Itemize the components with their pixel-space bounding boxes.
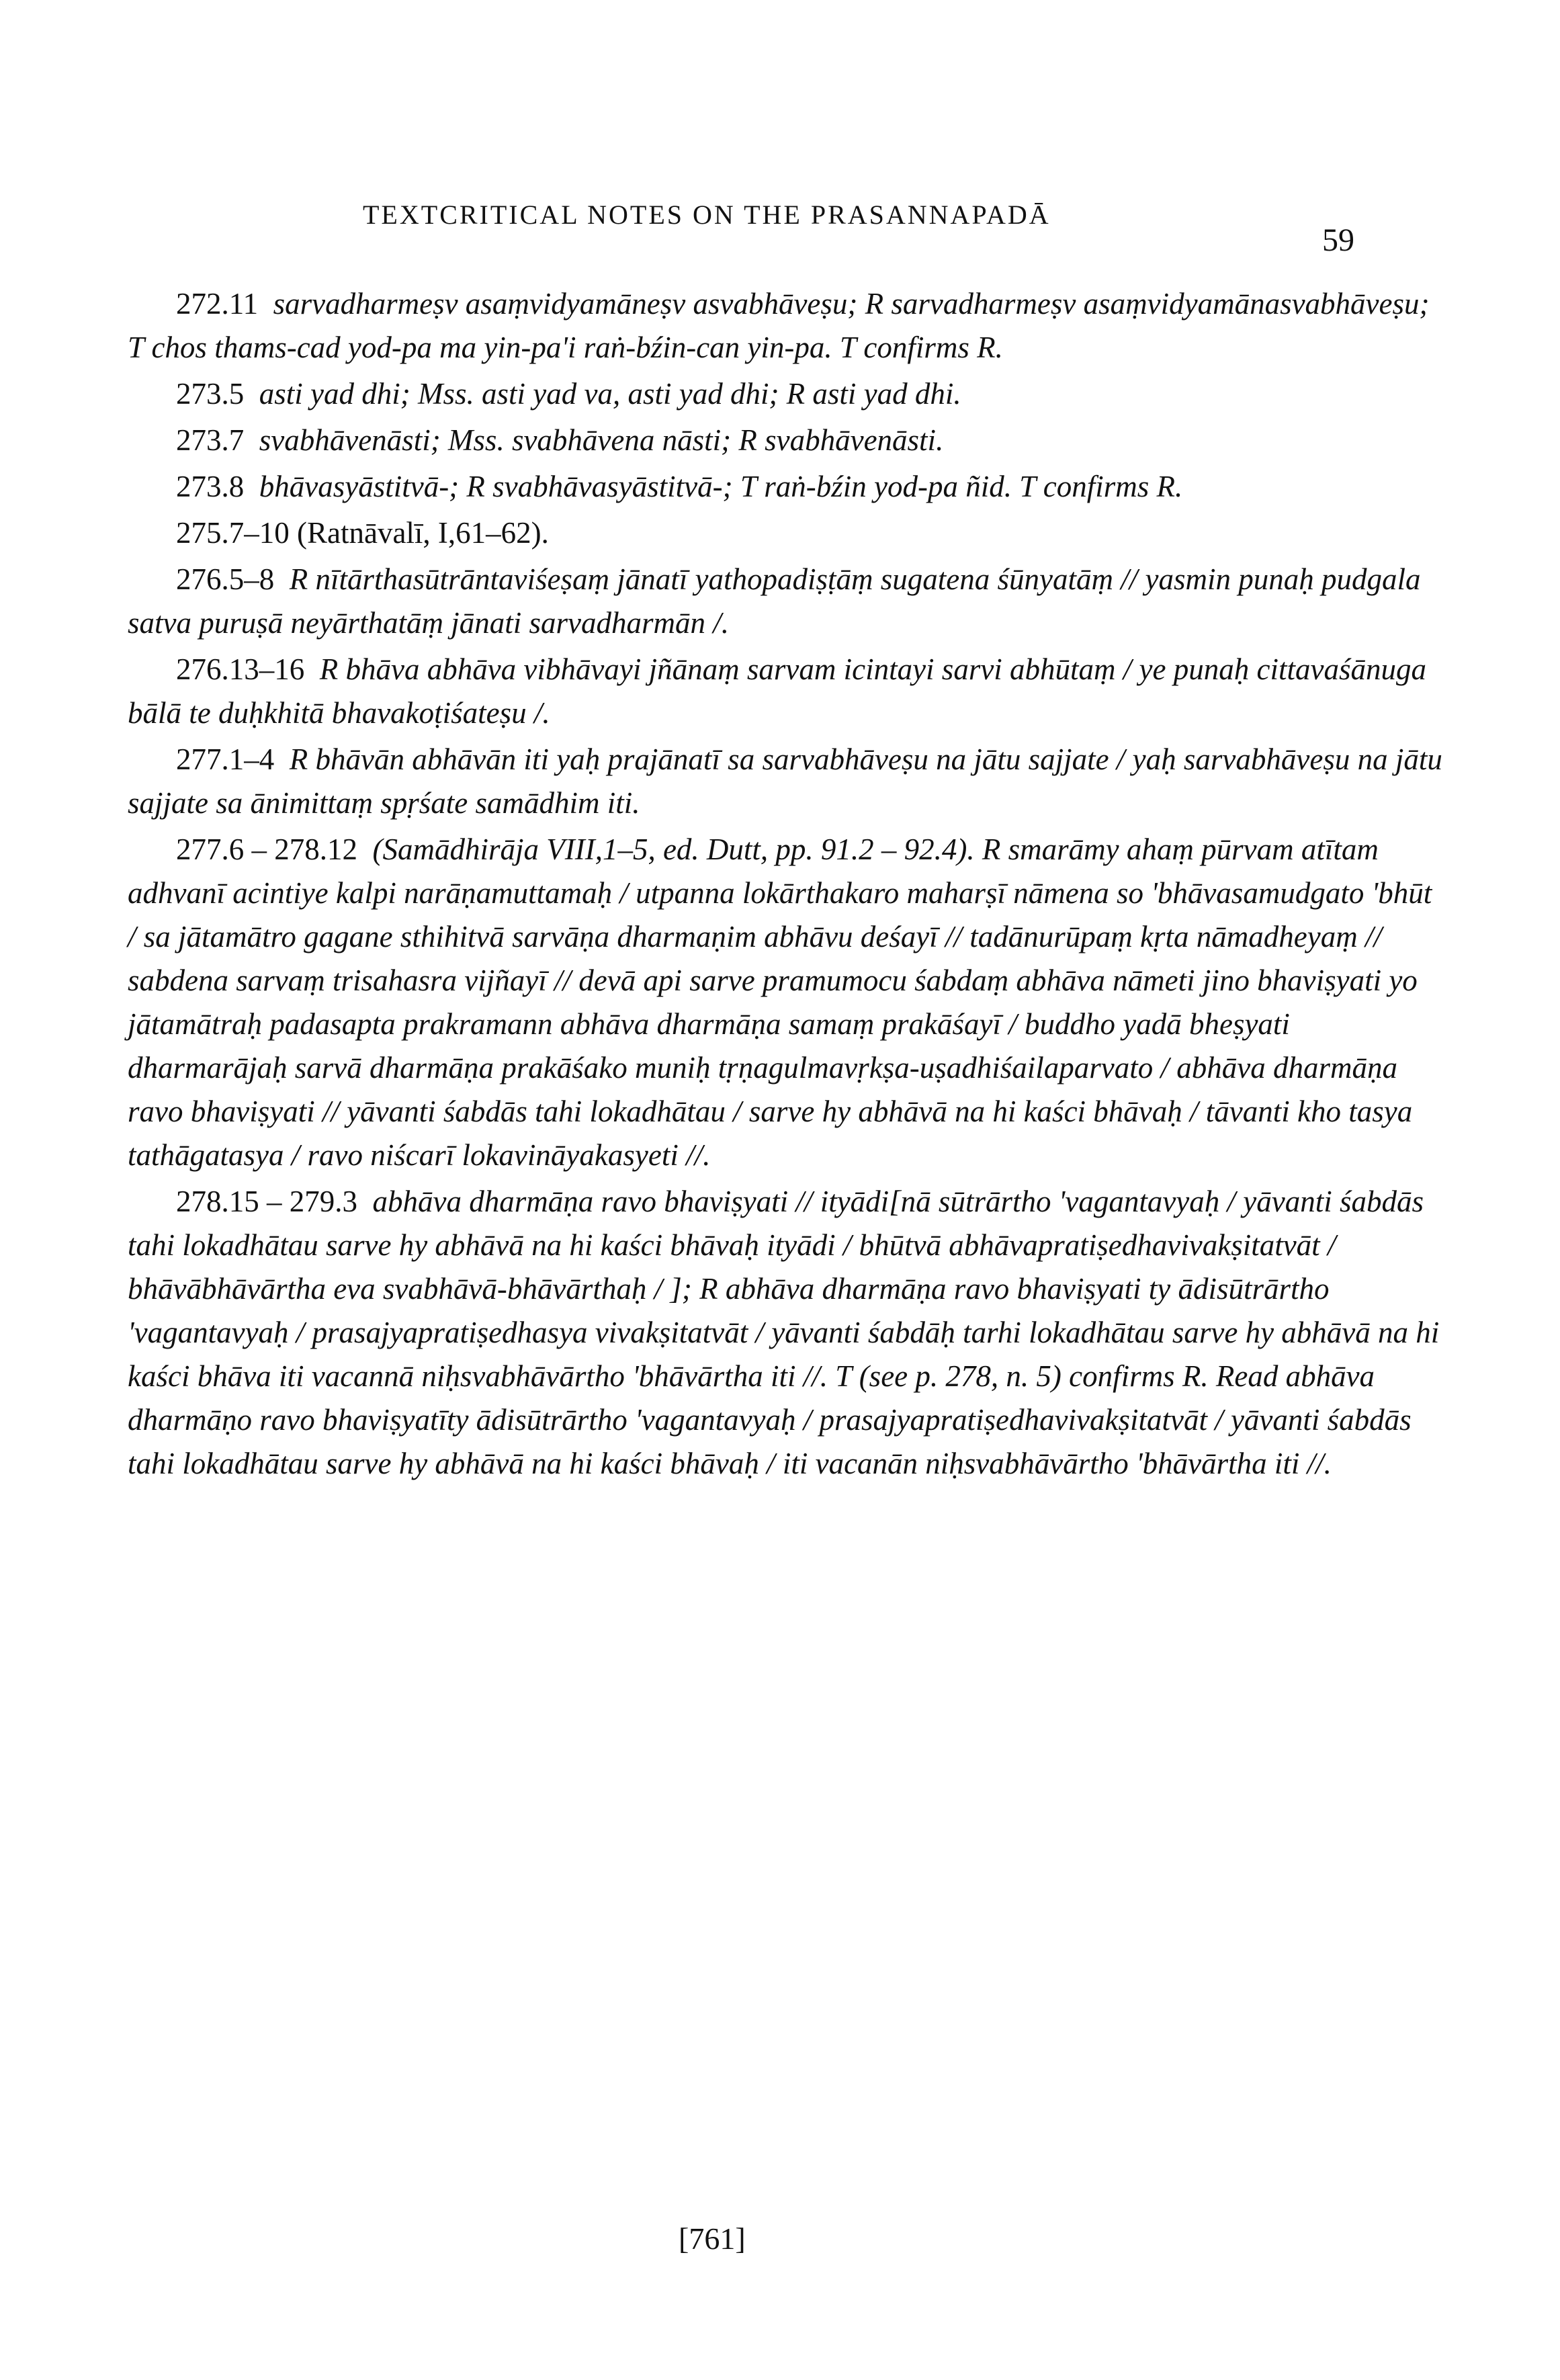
note-text: R bhāva abhāva vibhāvayi jñānaṃ sarvam icintayi sarvi abhūtaṃ / ye punaḥ cittavaśānuga bālā te duḥkhitā bhavakoṭiśateṣu /. <box>128 652 1426 730</box>
note-text: asti yad dhi; Mss. asti yad va, asti yad dhi; R asti yad dhi. <box>259 377 961 411</box>
note-ref: 273.8 <box>176 470 245 503</box>
note-text: abhāva dharmāṇa ravo bhaviṣyati // ityādi[nā sūtrārtho 'vagantavyaḥ / yāvanti śabdās tahi lokadhātau sarve hy abhāvā na hi kaści bhāvaḥ ityādi / bhūtvā abhāvapratiṣedhavivakṣitatvāt / bhāvābhāvārtha eva svabhāvā-bhāvārthaḥ / ]; R abhāva dharmāṇa ravo bhaviṣyati ty ādisūtrārtho 'vagantavyaḥ / prasajyapratiṣedhasya vivakṣitatvāt / yāvanti śabdāḥ tarhi lokadhātau sarve hy abhāvā na hi kaści bhāva iti vacannā niḥsvabhāvārtho 'bhāvārtha iti //. T (see p. 278, n. 5) confirms R. Read abhāva dharmāṇo ravo bhaviṣyatīty ādisūtrārtho 'vagantavyaḥ / prasajyapratiṣedhavivakṣitatvāt / yāvanti śabdās tahi lokadhātau sarve hy abhāvā na hi kaści bhāvaḥ / iti vacanān niḥsvabhāvārtho 'bhāvārtha iti //. <box>128 1185 1440 1480</box>
note-273-8 <box>128 465 1444 509</box>
note-ref: 273.5 <box>176 377 245 411</box>
note-278-15 <box>128 1180 1444 1486</box>
note-text: (Ratnāvalī, I,61–62). <box>297 516 549 550</box>
page-footer-mark: [761] <box>679 2221 746 2256</box>
note-276-5 <box>128 558 1444 645</box>
running-title: TEXTCRITICAL NOTES ON THE PRASANNAPADĀ <box>363 200 1051 230</box>
note-275-7 <box>128 511 1444 555</box>
notes-body <box>128 282 1444 1488</box>
note-ref: 272.11 <box>176 287 259 321</box>
note-text: bhāvasyāstitvā-; R svabhāvasyāstitvā-; T raṅ-bźin yod-pa ñid. T confirms R. <box>259 470 1183 503</box>
note-272-11 <box>128 282 1444 370</box>
note-ref: 278.15 – 279.3 <box>176 1185 357 1218</box>
note-273-5 <box>128 372 1444 416</box>
note-text: sarvadharmeṣv asaṃvidyamāneṣv asvabhāveṣu; R sarvadharmeṣv asaṃvidyamānasvabhāveṣu; T chos thams-cad yod-pa ma yin-pa'i raṅ-bźin-can yin-pa. T confirms R. <box>128 287 1430 364</box>
note-text: R nītārthasūtrāntaviśeṣaṃ jānatī yathopadiṣṭāṃ sugatena śūnyatāṃ // yasmin punaḥ pudgala satva puruṣā neyārthatāṃ jānati sarvadharmān /. <box>128 562 1421 640</box>
note-ref: 276.5–8 <box>176 562 275 596</box>
page-number: 59 <box>1322 222 1354 258</box>
note-ref: 277.6 – 278.12 <box>176 833 357 866</box>
note-text: svabhāvenāsti; Mss. svabhāvena nāsti; R svabhāvenāsti. <box>259 423 944 457</box>
note-text: (Samādhirāja VIII,1–5, ed. Dutt, pp. 91.2 – 92.4). R smarāmy ahaṃ pūrvam atītam adhvanī acintiye kalpi narāṇamuttamaḥ / utpanna lokārthakaro maharṣī nāmena so 'bhāvasamudgato 'bhūt / sa jātamātro gagane sthihitvā sarvāṇa dharmaṇim abhāvu deśayī // tadānurūpaṃ kṛta nāmadheyaṃ // sabdena sarvaṃ trisahasra vijñayī // devā api sarve pramumocu śabdaṃ abhāva nāmeti jino bhaviṣyati yo jātamātraḥ padasapta prakramann abhāva dharmāṇa samaṃ prakāśayī / buddho yadā bheṣyati dharmarājaḥ sarvā dharmāṇa prakāśako muniḥ tṛṇagulmavṛkṣa-uṣadhiśailaparvato / abhāva dharmāṇa ravo bhaviṣyati // yāvanti śabdās tahi lokadhātau / sarve hy abhāvā na hi kaści bhāvaḥ / tāvanti kho tasya tathāgatasya / ravo niścarī lokavināyakasyeti //. <box>128 833 1432 1172</box>
note-ref: 277.1–4 <box>176 742 275 776</box>
note-277-1 <box>128 738 1444 825</box>
note-ref: 275.7–10 <box>176 516 290 550</box>
note-text: R bhāvān abhāvān iti yaḥ prajānatī sa sarvabhāveṣu na jātu sajjate / yaḥ sarvabhāveṣu na jātu sajjate sa ānimittaṃ spṛśate samādhim iti. <box>128 742 1442 820</box>
note-ref: 276.13–16 <box>176 652 305 686</box>
note-277-6 <box>128 828 1444 1177</box>
note-276-13 <box>128 648 1444 735</box>
note-ref: 273.7 <box>176 423 245 457</box>
note-273-7 <box>128 419 1444 462</box>
